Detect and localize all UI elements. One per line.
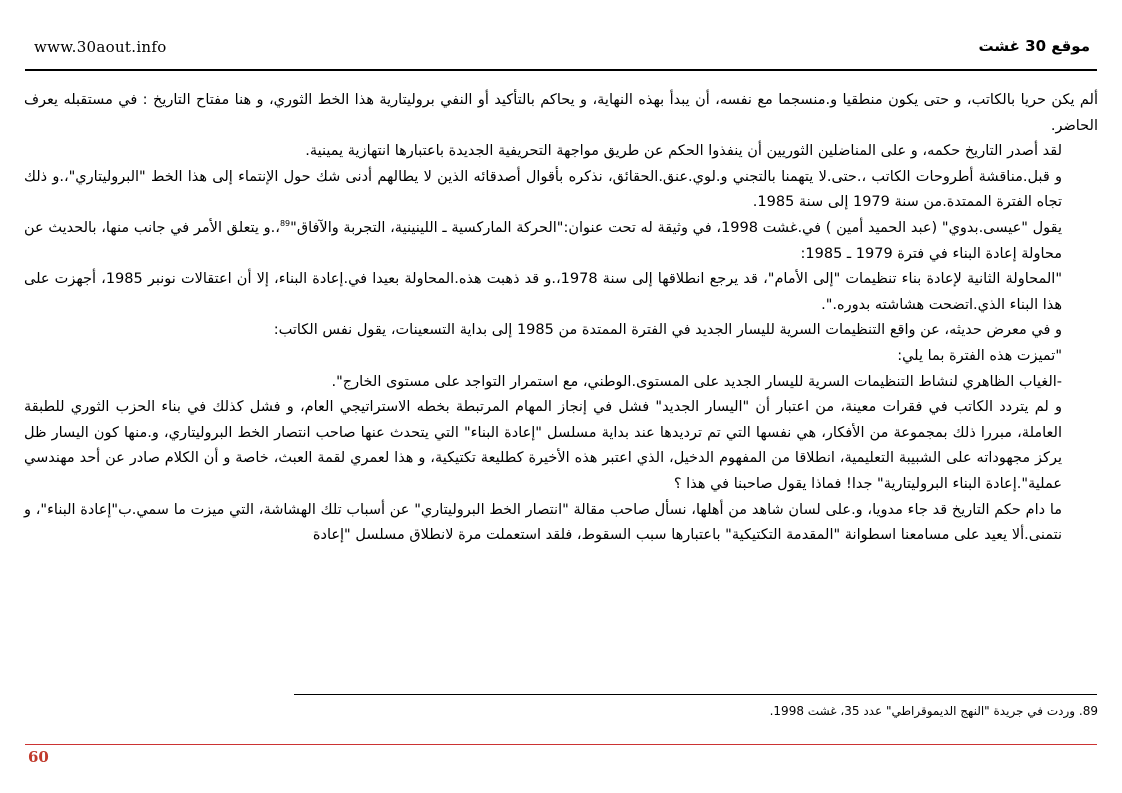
- paragraph-3: و قبل.مناقشة أطروحات الكاتب ،.حتى.لا يتهمنا بالتجني و.لوي.عنق.الحقائق، نذكره بأقوال أصدقائه الذين لا يطالهم أدنى شك حول الإنتماء إلى هذا الخط "البروليتاري"،.و ذلك تجاه الفترة الممتدة.من سنة 1979 إلى سنة 1985.: [24, 168, 1062, 211]
- paragraph-8: -الغياب الظاهري لنشاط التنظيمات السرية لليسار الجديد على المستوى.الوطني، مع استمرار التواجد على مستوى الخارج".: [331, 373, 1062, 390]
- footnote-reference[interactable]: 89: [279, 219, 291, 229]
- paragraph-9: و لم يتردد الكاتب في فقرات معينة، من اعتبار أن "اليسار الجديد" فشل في إنجاز المهام المرتبطة بخطه الاستراتيجي العام، و فشل كذلك في بناء الحزب الثوري للطبقة العاملة، مبررا ذلك بمجموعة من الأفكار، هي نفسها التي تم ترديدها عند بداية مسلسل "إعادة البناء" التي يتحدث عنها صاحب انتصار الخط البروليتاري، و.منها كون اليسار ظل يركز مجهوداته على الشبيبة التعليمية، انطلاقا من المفهوم الدخيل، الذي اعتبر هذه الأخيرة كطليعة تكتيكية، و هذا لعمري لقمة العبث، خاصة و أن الكلام صادر عن أحد مهندسي عملية".إعادة البناء البروليتارية" جدا! فماذا يقول صاحبنا في هذا ؟: [24, 399, 1062, 492]
- paragraph-5: "المحاولة الثانية لإعادة بناء تنظيمات "إلى الأمام"، قد يرجع انطلاقها إلى سنة 1978،.و قد ذهبت هذه.المحاولة بعيدا في.إعادة البناء، إلا أن اعتقالات نونبر 1985، أجهزت على هذا البناء الذي.اتضحت هشاشته بدوره.".: [24, 271, 1063, 313]
- paragraph-10: ما دام حكم التاريخ قد جاء مدويا، و.على لسان شاهد من أهلها، نسأل صاحب مقالة "انتصار الخط البروليتاري" عن أسباب تلك الهشاشة، التي ميزت ما سمي.ب"إعادة البناء"، و نتمنى.ألا يعيد على مسامعنا اسطوانة "المقدمة التكتيكية" باعتبارها سبب السقوط، فلقد استعملت مرة لانطلاق مسلسل "إعادة: [24, 501, 1062, 544]
- paragraph-1: ألم يكن حريا بالكاتب، و حتى يكون منطقيا و.منسجما مع نفسه، أن يبدأ بهذه النهاية، و يحاكم بالتأكيد أو النفي بروليتارية هذا الخط الثوري، و هنا مفتاح التاريخ : في مستقبله يعرف الحاضر.: [24, 92, 1098, 134]
- footnote: 89. وردت في جريدة "النهج الديموقراطي" عدد 35، غشت 1998.: [769, 704, 1098, 718]
- footnote-divider: [294, 694, 1097, 695]
- paragraph-2: لقد أصدر التاريخ حكمه، و على المناضلين الثوريين أن ينفذوا الحكم عن طريق مواجهة التحريفية الجديدة باعتبارها انتهازية يمينية.: [305, 143, 1062, 160]
- header-divider: [25, 69, 1097, 71]
- footer-divider: [25, 744, 1097, 745]
- page-number: 60: [28, 748, 49, 766]
- paragraph-4-text: يقول "عيسى.بدوي" (عبد الحميد أمين ) في.غشت 1998، في وثيقة له تحت عنوان:"الحركة الماركسية ـ اللينينية، التجربة والآفاق": [290, 219, 1063, 236]
- paragraph-4-tail: ،.و يتعلق الأمر في جانب منها، بالحديث عن محاولة إعادة البناء في فترة 1979 ـ 1985:: [24, 219, 1062, 262]
- site-url[interactable]: www.30aout.info: [34, 38, 167, 56]
- body-text: [24, 88, 1098, 549]
- paragraph-7: "تميزت هذه الفترة بما يلي:: [897, 347, 1062, 364]
- paragraph-4: [24, 216, 1098, 267]
- paragraph-6: و في معرض حديثه، عن واقع التنظيمات السرية لليسار الجديد في الفترة الممتدة من 1985 إلى بداية التسعينات، يقول نفس الكاتب:: [273, 322, 1062, 339]
- site-title: موقع 30 غشت: [978, 37, 1090, 55]
